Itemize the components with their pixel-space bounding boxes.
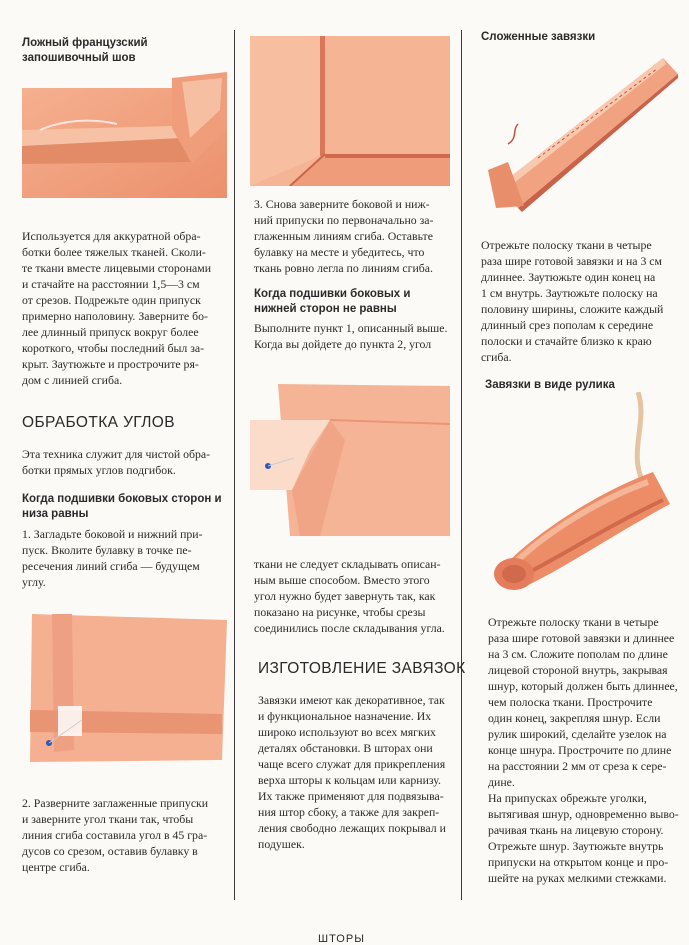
subheading-rouleau-ties: Завязки в виде рулика [485,379,615,391]
subheading-folded-ties: Сложенные завязки [481,31,596,43]
paragraph-rouleau-ties-1: Отрежьте полоску ткани в четыре раза шире готовой завязки и длиннее на 3 см. Сложите пополам по длине лицевой стороной внутрь, закрывая шнур, который должен быть длиннее, чем полоска ткани. Прострочите один конец, закрепляя шнур. Если рулик широкий, сделайте узелок на конце шнура. Прострочите по длине на расстоянии 2 мм от среза к сере- дине. [488,615,678,789]
paragraph-folded-ties: Отрежьте полоску ткани в четыре раза шире готовой завязки и на 3 см длиннее. Заутюжьте один конец на 1 см внутрь. Заутюжьте полоску на половину ширины, сложите каждый длинный срез пополам к середине полоски и стачайте близко к краю сгиба. [481,238,664,364]
paragraph-french-seam: Используется для аккуратной обра- ботки более тяжелых тканей. Сколи- те ткани вместе лицевыми сторонами и стачайте на расстоянии 1,5—3 см от срезов. Подрежьте один припуск примерно наполовину. Заверните бо- лее длинный припуск вокруг более короткого, чтобы последний был за- крыт. Заутюжьте и прострочите ря- дом с линией сгиба. [22,229,212,387]
corner-photo-3 [250,380,450,540]
paragraph-corners-intro: Эта техника служит для чистой обра- ботки прямых углов подгибок. [22,447,211,477]
paragraph-unequal-1: Выполните пункт 1, описанный выше. Когда вы дойдете до пункта 2, угол [254,321,448,351]
subheading-unequal-hems: Когда подшивки боковых и нижней сторон не равны [254,288,411,315]
paragraph-step-3: 3. Снова заверните боковой и ниж- ний припуски по первоначально за- глаженным линиям сгиба. Оставьте булавку на месте и убедитесь, что ткань ровно легла по линиям сгиба. [254,197,434,275]
rouleau-tie-photo [478,392,683,592]
folded-tie-photo [478,48,683,218]
subheading-equal-hems: Когда подшивки боковых сторон и низа равны [22,493,222,520]
subheading-false-french-seam: Ложный французский запошивочный шов [22,37,148,64]
running-footer: ШТОРЫ [318,933,365,945]
section-title-ties: ИЗГОТОВЛЕНИЕ ЗАВЯЗОК [258,660,466,677]
corner-photo-2 [250,36,450,186]
paragraph-step-1: 1. Загладьте боковой и нижний при- пуск. Вколите булавку в точке пе- ресечения линий сгиба — будущем углу. [22,527,203,589]
paragraph-unequal-2: ткани не следует складывать описан- ным выше способом. Вместо этого угол нужно будет завернуть так, как показано на рисунке, чтобы срезы соединились после складывания угла. [254,557,445,635]
paragraph-rouleau-ties-2: На припусках обрежьте уголки, вытягивая шнур, одновременно выво- рачивая ткань на лицевую сторону. Отрежьте шнур. Заутюжьте внутрь припуски на открытом конце и про- шейте на руках мелкими стежками. [488,791,679,885]
seam-photo [22,58,227,198]
corner-photo-1 [22,610,227,770]
paragraph-step-2: 2. Разверните заглаженные припуски и заверните угол ткани так, чтобы линия сгиба составила угол в 45 гра- дусов со срезом, оставив булавку в центре сгиба. [22,796,209,874]
paragraph-ties-intro: Завязки имеют как декоративное, так и функциональное назначение. Их широко используют во всех мягких деталях обстановки. В шторах они чаще всего служат для прикрепления верха шторы к кольцам или карнизу. Их также применяют для подвязыва- ния штор сбоку, а также для закреп- ления свободно лежащих покрывал и подушек. [258,693,446,851]
column-rule-right [461,30,462,900]
section-title-corners: ОБРАБОТКА УГЛОВ [22,414,176,431]
column-rule-left [234,30,235,900]
